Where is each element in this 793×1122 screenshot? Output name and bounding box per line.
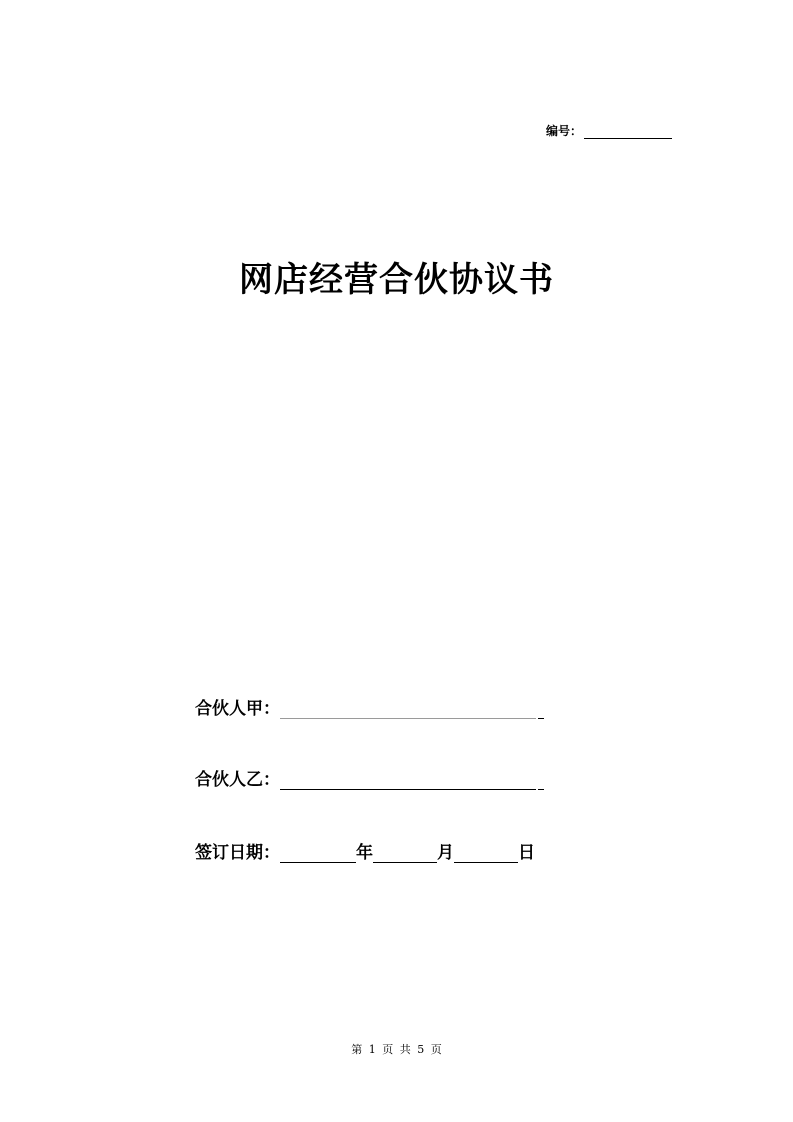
partner-a-blank-tail: [538, 700, 544, 719]
partner-a-label: 合伙人甲：: [195, 699, 280, 719]
sign-day-label: 日: [518, 843, 535, 863]
sign-month-label: 月: [437, 843, 454, 863]
sign-date-field: [195, 838, 535, 863]
partner-b-blank[interactable]: [280, 771, 536, 790]
page-title: 网店经营合伙协议书: [239, 260, 554, 300]
partner-a-blank[interactable]: [280, 700, 536, 719]
partner-b-field: [195, 765, 544, 790]
document-number: [546, 122, 672, 139]
sign-year-label: 年: [356, 843, 373, 863]
page-footer: 第 1 页 共 5 页: [351, 1043, 442, 1056]
sign-year-blank[interactable]: [280, 844, 356, 863]
partner-b-blank-tail: [538, 771, 544, 790]
sign-day-blank[interactable]: [454, 844, 518, 863]
partner-b-label: 合伙人乙：: [195, 770, 280, 790]
sign-date-label: 签订日期：: [195, 843, 280, 863]
document-number-label: 编号：: [546, 124, 583, 138]
document-number-blank[interactable]: [584, 126, 672, 139]
partner-a-field: [195, 694, 544, 719]
sign-month-blank[interactable]: [373, 844, 437, 863]
